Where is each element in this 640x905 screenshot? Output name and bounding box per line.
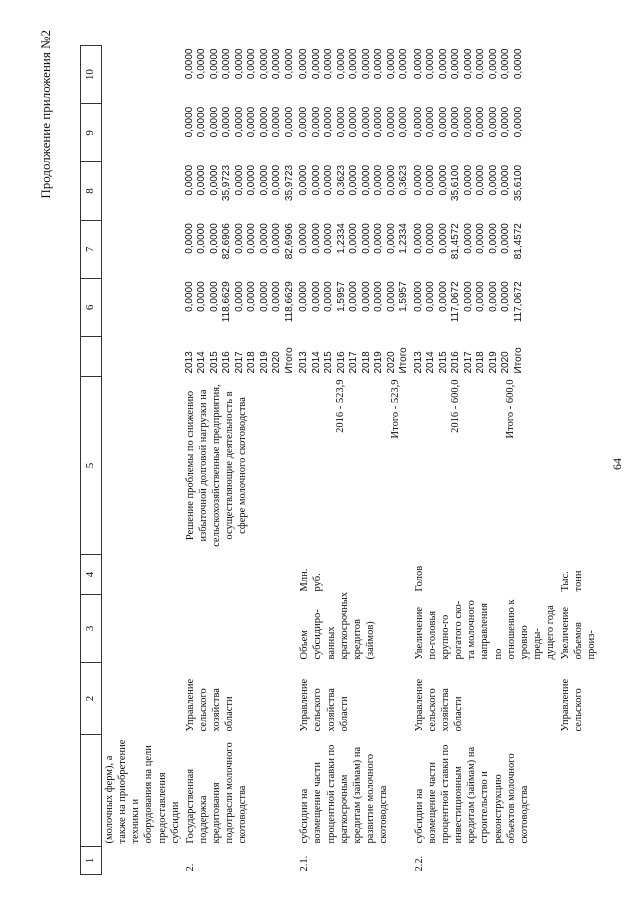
row-col9-value: 0,0000 [512,106,524,138]
row-year-value: 2016 [335,351,347,374]
row-col7 [297,220,412,278]
row-col7-value: 0,0000 [271,223,283,254]
col-header-6: 6 [81,278,102,336]
row-number: 2.2. [413,855,425,872]
row-col8-value: 0,0000 [385,164,397,196]
row-year-value: 2013 [412,351,424,374]
row-col10-value: 0,0000 [196,48,208,80]
row-year-value: 2019 [258,351,270,374]
row-col7-value: 0,0000 [437,223,449,254]
row-col9-value: 0,0000 [208,106,220,138]
row-col10-value: 0,0000 [373,48,385,80]
row-col8 [297,162,412,220]
row-col7-value: 1,2334 [398,223,410,254]
row-col10-value: 0,0000 [425,48,437,80]
row-name: Государственная поддержка кредитования подотрасли молочного скотоводства [184,742,249,844]
row-year-value: 2017 [462,351,474,374]
row-col7 [102,220,183,278]
row-col8-value: 0,0000 [437,164,449,196]
row-col10 [102,46,183,104]
row-indicator: Увеличение объемов произ- [560,606,598,660]
row-col8-value: 0,0000 [208,164,220,196]
row-col7-value: 0,0000 [462,223,474,254]
row-col10-value: 0,0000 [450,48,462,80]
row-col7-value: 0,0000 [183,223,195,254]
row-col9-value: 0,0000 [412,106,424,138]
row-indicator: Увеличение по-головья крупно-го рогатого ско-та молочного направления по отношению к уровню преды-дущего года [413,599,556,660]
row-col6-value: 0,0000 [462,281,474,312]
program-table [80,45,600,875]
row-col8 [558,162,599,220]
col-header-3: 3 [81,595,102,663]
row-col8-value: 0,0000 [271,164,283,196]
row-col6 [558,278,599,336]
row-number: 2.1. [299,855,311,872]
table-row [297,46,412,875]
row-year-value: 2014 [425,351,437,374]
row-col6 [412,278,558,336]
row-col6 [297,278,412,336]
row-col7-value: 1,2334 [335,223,347,254]
row-target-total: Итого - 600,0 [504,379,516,439]
row-col10 [412,46,558,104]
row-year-value: 2015 [208,351,220,374]
row-col6-value: 0,0000 [437,281,449,312]
row-year-value: 2020 [500,351,512,374]
row-col6-value: 0,0000 [196,281,208,312]
row-unit [102,555,183,595]
row-col6-value: 1,5957 [335,281,347,312]
row-col9-value: 0,0000 [475,106,487,138]
row-col10-value: 0,0000 [487,48,499,80]
table-row [558,46,599,875]
row-col8-value: 0,0000 [183,164,195,196]
row-col9-value: 0,0000 [310,106,322,138]
column-number-row [81,46,102,875]
row-col10 [297,46,412,104]
row-year [412,337,558,377]
row-col6 [102,278,183,336]
row-target-2016: 2016 - 600,0 [449,379,461,433]
row-col9-value: 0,0000 [425,106,437,138]
row-col7-value: 82,6906 [221,223,233,260]
row-col8-value: 0,0000 [233,164,245,196]
row-col7-value: 0,0000 [487,223,499,254]
row-col10-value: 0,0000 [310,48,322,80]
col-header-1b [81,735,102,847]
row-col9-value: 0,0000 [373,106,385,138]
row-col10-value: 0,0000 [298,48,310,80]
row-col10-value: 0,0000 [348,48,360,80]
row-col7-value: 0,0000 [298,223,310,254]
row-col8-value: 0,0000 [487,164,499,196]
row-unit: Тыс. тонн [560,570,585,592]
row-col10-value: 0,0000 [183,48,195,80]
row-year-value: 2013 [183,351,195,374]
row-col8-value: 35,9723 [221,164,233,202]
row-action [558,377,599,555]
row-col10 [558,46,599,104]
col-header-6a [81,337,102,377]
row-action [102,377,183,555]
row-number: 2. [184,863,196,872]
row-col7-value: 0,0000 [475,223,487,254]
row-name: субсидии на возмещение части процентной ставки по инвестиционным кредитам (займам) на строительство и реконструкцию объектов молочного скотоводства [413,744,530,844]
row-col7-value: 0,0000 [385,223,397,254]
row-col10-value: 0,0000 [258,48,270,80]
row-col9-value: 0,0000 [323,106,335,138]
row-year [183,337,298,377]
row-col8-value: 0,0000 [475,164,487,196]
row-col6-value: 0,0000 [183,281,195,312]
row-unit: Млн. руб. [299,568,324,592]
row-col10-value: 0,0000 [221,48,233,80]
row-col10-value: 0,0000 [283,48,295,80]
row-year-value: 2016 [450,351,462,374]
row-col9 [102,104,183,162]
row-col6-value: 118,6629 [221,281,233,323]
row-unit [183,555,298,595]
row-col7-value: 81,4572 [512,223,524,260]
col-header-4: 4 [81,555,102,595]
row-year-value: 2020 [385,351,397,374]
row-action [412,377,558,555]
row-col8-value: 0,0000 [373,164,385,196]
row-action-text: Решение проблемы по снижению избыточной долговой нагрузки на сельскохозяйственные предприятия, осуществляющие деятельность в сфере молочного скотоводства [184,384,249,547]
row-col10-value: 0,0000 [271,48,283,80]
row-col6-value: 0,0000 [385,281,397,312]
row-col10-value: 0,0000 [385,48,397,80]
row-col6-value: 0,0000 [412,281,424,312]
row-year [102,337,183,377]
row-col10-value: 0,0000 [462,48,474,80]
row-col9-value: 0,0000 [233,106,245,138]
row-col9-value: 0,0000 [335,106,347,138]
row-year-value: 2018 [360,351,372,374]
row-col7-value: 81,4572 [450,223,462,260]
col-header-10: 10 [81,46,102,104]
row-indicator [102,595,183,663]
row-year-value: 2020 [271,351,283,374]
row-col7-value: 0,0000 [323,223,335,254]
row-col7-value: 0,0000 [500,223,512,254]
row-col7-value: 0,0000 [196,223,208,254]
table-row [412,46,558,875]
row-target-total: Итого - 523,9 [390,379,402,439]
row-number [558,847,599,875]
row-col6-value: 0,0000 [500,281,512,312]
row-col8-value: 0,0000 [298,164,310,196]
row-col8 [102,162,183,220]
row-col7-value: 0,0000 [360,223,372,254]
row-col8-value: 0,0000 [246,164,258,196]
row-col9-value: 0,0000 [398,106,410,138]
row-col9-value: 0,0000 [246,106,258,138]
row-executor: Управление сельского [560,678,585,732]
col-header-5: 5 [81,377,102,555]
row-col10-value: 0,0000 [500,48,512,80]
row-col9-value: 0,0000 [500,106,512,138]
row-year [297,337,412,377]
row-col7-value: 0,0000 [310,223,322,254]
row-col8-value: 0,0000 [310,164,322,196]
row-year-value: 2016 [221,351,233,374]
row-indicator [183,595,298,663]
row-year-value: 2017 [233,351,245,374]
row-col9-value: 0,0000 [271,106,283,138]
row-col9 [558,104,599,162]
table-row [102,46,183,875]
row-number [102,847,183,875]
row-col8 [412,162,558,220]
row-col10-value: 0,0000 [208,48,220,80]
row-col6-value: 117,0672 [450,281,462,323]
row-col6-value: 0,0000 [425,281,437,312]
row-col10-value: 0,0000 [323,48,335,80]
col-header-2: 2 [81,663,102,735]
row-col8-value: 0,0000 [348,164,360,196]
row-col6-value: 0,0000 [298,281,310,312]
row-year-value: 2019 [487,351,499,374]
row-col9-value: 0,0000 [385,106,397,138]
row-col10-value: 0,0000 [233,48,245,80]
col-header-1: 1 [81,847,102,875]
row-col7-value: 0,0000 [258,223,270,254]
row-col8-value: 0,0000 [323,164,335,196]
row-col10-value: 0,0000 [437,48,449,80]
row-col7-value: 0,0000 [208,223,220,254]
row-year-value: 2015 [323,351,335,374]
row-col7-value: 0,0000 [373,223,385,254]
row-col7-value: 0,0000 [425,223,437,254]
row-year-value: Итого [512,347,524,374]
row-col9-value: 0,0000 [487,106,499,138]
row-col10-value: 0,0000 [335,48,347,80]
row-col8-value: 0,3623 [335,164,347,196]
row-col9-value: 0,0000 [360,106,372,138]
row-year-value: 2017 [348,351,360,374]
row-col8-value: 35,9723 [283,164,295,202]
row-indicator: Объем субсидиро-ванных краткосрочных кредитов (займов) [299,591,376,660]
row-col9-value: 0,0000 [183,106,195,138]
row-col6-value: 0,0000 [233,281,245,312]
row-col8-value: 0,0000 [500,164,512,196]
row-col10-value: 0,0000 [360,48,372,80]
row-year-value: 2015 [437,351,449,374]
row-year-value: Итого [283,347,295,374]
row-col10-value: 0,0000 [412,48,424,80]
row-col10-value: 0,0000 [246,48,258,80]
row-col6-value: 0,0000 [246,281,258,312]
row-col9-value: 0,0000 [462,106,474,138]
row-action [183,377,298,555]
row-col8-value: 0,0000 [196,164,208,196]
row-col7 [183,220,298,278]
row-col6 [183,278,298,336]
row-col10 [183,46,298,104]
row-year-value: Итого [398,347,410,374]
row-col9 [412,104,558,162]
row-col9 [297,104,412,162]
row-col9-value: 0,0000 [196,106,208,138]
row-year-value: 2018 [475,351,487,374]
row-col10-value: 0,0000 [512,48,524,80]
row-year-value: 2019 [373,351,385,374]
row-col6-value: 0,0000 [208,281,220,312]
col-header-8: 8 [81,162,102,220]
row-executor [102,663,183,735]
row-year-value: 2018 [246,351,258,374]
row-name: (молочных ферм), а также на приобретение техники и оборудования на цели предоставления субсидии [104,739,181,844]
row-col9-value: 0,0000 [298,106,310,138]
row-col6-value: 0,0000 [348,281,360,312]
row-col6-value: 117,0672 [512,281,524,323]
row-executor: Управление сельского хозяйства области [184,678,236,732]
col-header-7: 7 [81,220,102,278]
row-col8-value: 0,0000 [360,164,372,196]
row-unit: Голов [413,565,425,592]
row-col8 [183,162,298,220]
row-col7-value: 0,0000 [412,223,424,254]
row-name: субсидии на возмещение части процентной ставки по краткосрочным кредитам (займам) на развитие молочного скотоводства [299,744,389,844]
row-col9-value: 0,0000 [450,106,462,138]
table-row [183,46,298,875]
row-col6-value: 0,0000 [487,281,499,312]
row-col9-value: 0,0000 [437,106,449,138]
row-col8-value: 0,0000 [258,164,270,196]
row-col7 [412,220,558,278]
row-col8-value: 0,3623 [398,164,410,196]
row-col8-value: 35,6100 [512,164,524,202]
row-col6-value: 1,5957 [398,281,410,312]
row-col8-value: 0,0000 [462,164,474,196]
row-col7 [558,220,599,278]
page-header-right: Продолжение приложения №2 [38,30,53,199]
row-col7-value: 0,0000 [348,223,360,254]
row-col6-value: 0,0000 [360,281,372,312]
row-col9-value: 0,0000 [258,106,270,138]
row-col6-value: 0,0000 [475,281,487,312]
row-col9 [183,104,298,162]
row-col6-value: 0,0000 [373,281,385,312]
row-col6-value: 0,0000 [258,281,270,312]
row-col6-value: 118,6629 [283,281,295,323]
row-col10-value: 0,0000 [398,48,410,80]
row-col10-value: 0,0000 [475,48,487,80]
row-col7-value: 0,0000 [246,223,258,254]
row-year-value: 2013 [298,351,310,374]
row-col6-value: 0,0000 [310,281,322,312]
row-executor: Управление сельского хозяйства области [413,678,465,732]
row-col7-value: 82,6906 [283,223,295,260]
row-col6-value: 0,0000 [323,281,335,312]
row-target-2016: 2016 - 523,9 [335,379,347,433]
col-header-9: 9 [81,104,102,162]
row-name [558,735,599,847]
row-col7-value: 0,0000 [233,223,245,254]
row-col6-value: 0,0000 [271,281,283,312]
row-executor: Управление сельского хозяйства области [299,678,350,732]
row-col8-value: 0,0000 [412,164,424,196]
row-col9-value: 0,0000 [348,106,360,138]
row-col8-value: 0,0000 [425,164,437,196]
row-col9-value: 0,0000 [221,106,233,138]
row-year-value: 2014 [310,351,322,374]
page-number: 64 [610,458,624,470]
row-action [297,377,412,555]
row-col9-value: 0,0000 [283,106,295,138]
row-col8-value: 35,6100 [450,164,462,202]
row-year [558,337,599,377]
row-year-value: 2014 [196,351,208,374]
